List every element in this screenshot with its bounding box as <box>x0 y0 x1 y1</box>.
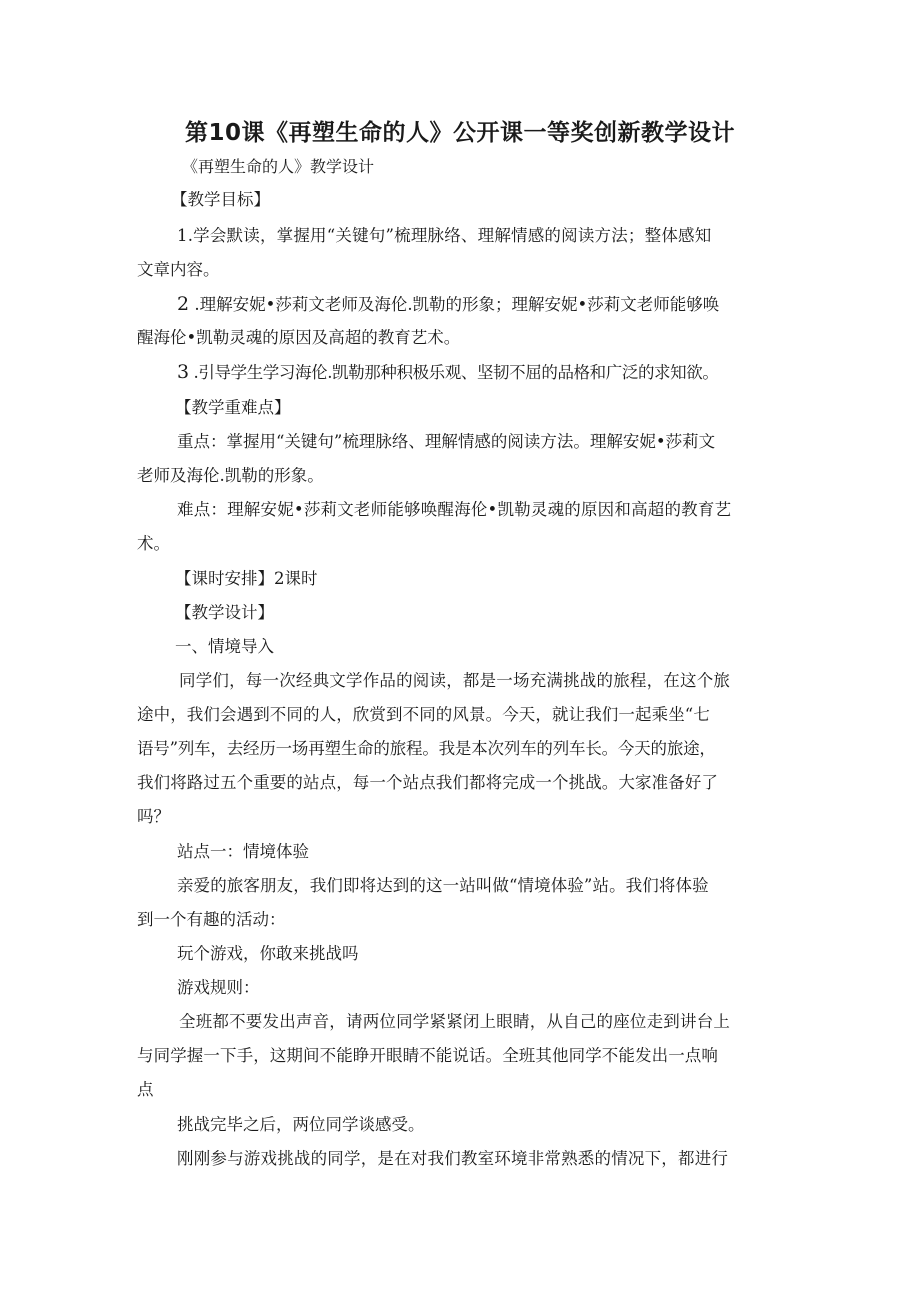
document-title: 第10课《再塑生命的人》公开课一等奖创新教学设计 <box>184 120 735 146</box>
objective-2-number: 2 <box>177 293 190 315</box>
difficulty-line-1: 难点：理解安妮•莎莉文老师能够唤醒海伦•凯勒灵魂的原因和高超的教育艺 <box>177 500 732 519</box>
objective-3-line-1 <box>177 360 718 385</box>
objective-3-text: .引导学生学习海伦.凯勒那种积极乐观、坚韧不屈的品格和广泛的求知欲。 <box>188 363 719 382</box>
difficulty-line-2: 术。 <box>137 534 170 553</box>
paragraph-1-line-1: 同学们，每一次经典文学作品的阅读，都是一场充满挑战的旅程，在这个旅 <box>179 671 731 690</box>
paragraph-5-line-1: 全班都不要发出声音，请两位同学紧紧闭上眼睛，从自己的座位走到讲台上 <box>179 1012 731 1031</box>
paragraph-2-line-2: 到一个有趣的活动： <box>137 910 286 929</box>
keypoints-heading: 【教学重难点】 <box>175 398 291 417</box>
design-heading: 【教学设计】 <box>175 603 274 622</box>
paragraph-1-line-3: 语号”列车，去经历一场再塑生命的旅程。我是本次列车的列车长。今天的旅途， <box>137 739 716 758</box>
paragraph-5-line-2: 与同学握一下手，这期间不能睁开眼睛不能说话。全班其他同学不能发出一点响 <box>137 1046 718 1065</box>
paragraph-5-line-3: 点 <box>137 1080 154 1099</box>
schedule-line: 【课时安排】2课时 <box>175 569 318 588</box>
document-subtitle: 《再塑生命的人》教学设计 <box>182 157 375 176</box>
objective-2-text: .理解安妮•莎莉文老师及海伦.凯勒的形象；理解安妮•莎莉文老师能够唤 <box>189 295 720 314</box>
objectives-heading: 【教学目标】 <box>171 190 270 209</box>
objective-1-line-2: 文章内容。 <box>137 260 220 279</box>
keypoint-line-1: 重点：掌握用“关键句”梳理脉络、理解情感的阅读方法。理解安妮•莎莉文 <box>177 432 716 451</box>
objective-1-line-1: 1.学会默读，掌握用“关键句”梳理脉络、理解情感的阅读方法；整体感知 <box>177 226 712 245</box>
paragraph-7-line-1: 刚刚参与游戏挑战的同学，是在对我们教室环境非常熟悉的情况下，都进行 <box>177 1149 729 1168</box>
paragraph-3: 玩个游戏，你敢来挑战吗 <box>177 944 359 963</box>
paragraph-1-line-2: 途中，我们会遇到不同的人，欣赏到不同的风景。今天，就让我们一起乘坐“七 <box>137 705 710 724</box>
keypoint-line-2: 老师及海伦.凯勒的形象。 <box>137 466 324 485</box>
objective-2-line-2: 醒海伦•凯勒灵魂的原因及高超的教育艺术。 <box>137 328 461 347</box>
section-1-heading: 一、情境导入 <box>175 637 274 656</box>
station-1-heading: 站点一：情境体验 <box>177 842 309 861</box>
paragraph-6: 挑战完毕之后，两位同学谈感受。 <box>177 1115 425 1134</box>
paragraph-4: 游戏规则： <box>177 978 260 997</box>
paragraph-2-line-1: 亲爱的旅客朋友，我们即将达到的这一站叫做“情境体验”站。我们将体验 <box>177 876 709 895</box>
objective-2-line-1 <box>177 292 719 317</box>
paragraph-1-line-5: 吗？ <box>137 807 170 826</box>
objective-3-number: 3 <box>177 361 189 383</box>
paragraph-1-line-4: 我们将路过五个重要的站点，每一个站点我们都将完成一个挑战。大家准备好了 <box>137 773 718 792</box>
